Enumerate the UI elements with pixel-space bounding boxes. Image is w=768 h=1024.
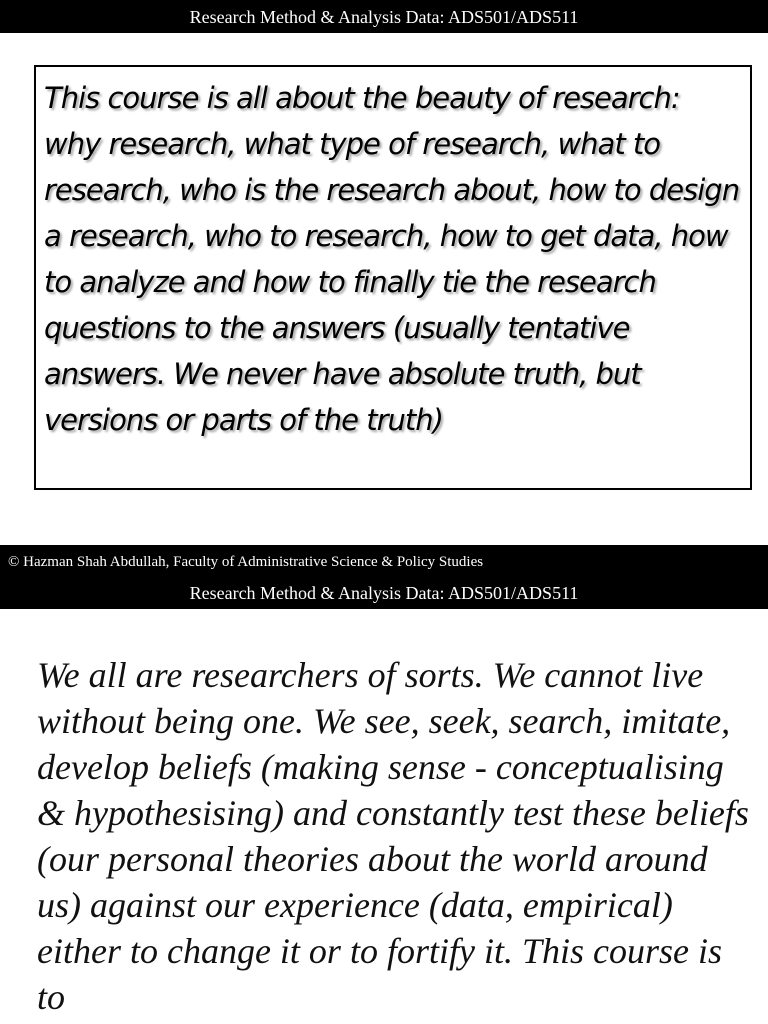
course-description-text: This course is all about the beauty of research: why research, what type of research, what to research, who is the research about, how to design a research, who to research, how to get data, how to analyze and how to finally tie the research questions to the answers (usually tentative answers. We never have absolute truth, but versions or parts of the truth) bbox=[44, 81, 740, 437]
top-header-bar bbox=[0, 0, 768, 33]
top-header-title: Research Method & Analysis Data: ADS501/ADS511 bbox=[189, 7, 579, 27]
copyright-credit: © Hazman Shah Abdullah, Faculty of Administrative Science & Policy Studies bbox=[8, 554, 484, 570]
second-header-title: Research Method & Analysis Data: ADS501/ADS511 bbox=[189, 583, 579, 603]
researchers-paragraph: We all are researchers of sorts. We cannot live without being one. We see, seek, search, imitate, develop beliefs (making sense - conceptualising & hypothesising) and constantly test these beliefs (our personal theories about the world around us) against our experience (data, empirical) either to change it or to fortify it. This course is to bbox=[37, 655, 749, 1017]
slide-divider-bar bbox=[0, 545, 768, 609]
course-description-box bbox=[34, 65, 752, 490]
